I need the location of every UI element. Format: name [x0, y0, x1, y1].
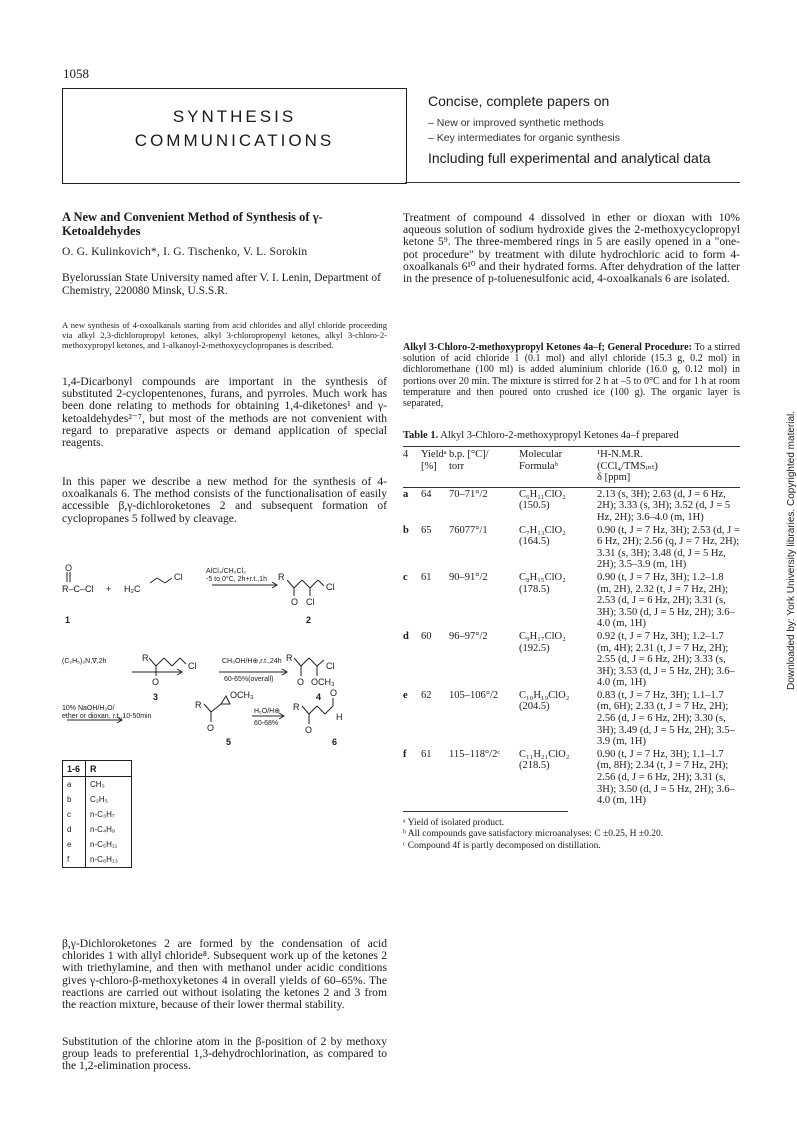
- scheme-cl: Cl: [326, 661, 335, 671]
- table-row: [403, 571, 740, 630]
- table-cell: 64: [421, 488, 432, 500]
- table-footnote: ᶜ Compound 4f is partly decomposed on distillation.: [403, 840, 601, 851]
- compound-number: 5: [226, 737, 232, 747]
- banner-item-text: New or improved synthetic methods: [436, 117, 604, 129]
- footnote-rule: [403, 811, 568, 812]
- scheme-cl: Cl: [174, 572, 183, 582]
- table-row: [63, 777, 132, 793]
- molecular-weight: (192.5): [519, 642, 550, 654]
- table-cell: 0.90 (t, J = 7 Hz, 3H); 2.53 (d, J = 6 Hz, 2H); 2.56 (q, J = 7 Hz, 2H); 3.31 (s, 3H); 3.48 (d, J = 5 Hz, 2H); 3.5–3.9 (m, 1H): [597, 524, 740, 571]
- scheme-o: O: [207, 723, 215, 733]
- scheme-reagent: AlCl₃/CH₂Cl₂: [206, 568, 246, 575]
- journal-name-line1: SYNTHESIS: [172, 107, 297, 126]
- molecular-weight: (164.5): [519, 536, 550, 548]
- article-authors: O. G. Kulinkovich*, I. G. Tischenko, V. L. Sorokin: [62, 246, 308, 258]
- table-cell: 115–118°/2ᶜ: [449, 748, 501, 760]
- scheme-och3: OCH₃: [230, 690, 254, 700]
- table-cell: 60: [421, 630, 432, 642]
- intro-paragraph-1: 1,4-Dicarbonyl compounds are important in the synthesis of substituted 2-cyclopentenones, furans, and pyrroles. Much work has been done relating to methods for obtaining 1,4-diketones¹ and γ-ketoaldehydes²⁻⁷, but most of the methods are not convenient with regard to preparative aspects or demand application of special reagents.: [62, 375, 387, 450]
- scheme-cl: Cl: [188, 661, 197, 671]
- table-cell: c: [63, 807, 86, 822]
- table-cell: [519, 630, 597, 689]
- table-cell: f: [63, 852, 86, 868]
- scheme-h: H: [336, 712, 343, 722]
- scheme-reagent: -5 to 0°C, 2h+r.t.,1h: [206, 576, 267, 583]
- table-cell: [519, 748, 597, 807]
- table-row: [403, 630, 740, 689]
- table-row: [63, 837, 132, 852]
- table-cell: 0.90 (t, J = 7 Hz, 3H); 1.1–1.7 (m, 8H); 2.34 (t, J = 7 Hz, 2H); 2.56 (d, J = 6 Hz, 2H); 3.31 (s, 3H); 3.50 (d, J = 5 Hz, 2H); 3.6–4.0 (m, 1H): [597, 748, 735, 807]
- sidebar-note: Downloaded by: York University libraries. Copyrighted material.: [786, 410, 797, 690]
- compound-number: 3: [153, 692, 159, 702]
- table-cell: a: [403, 488, 409, 500]
- table-header: Molecular Formulaᵇ: [519, 447, 597, 488]
- banner-title: Concise, complete papers on: [428, 93, 610, 109]
- scheme-o: O: [305, 725, 313, 735]
- scheme-r: R: [142, 653, 149, 663]
- scheme-och3: OCH₃: [311, 677, 335, 687]
- table-cell: 0.92 (t, J = 7 Hz, 3H); 1.2–1.7 (m, 4H); 2.31 (t, J = 7 Hz, 2H); 2.55 (d, J = 6 Hz, 2H); 3.33 (s, 3H); 3.53 (d, J = 5 Hz, 2H); 3.6–4.0 (m, 1H): [597, 630, 735, 689]
- table-cell: d: [403, 630, 409, 642]
- table-cell: n-C₄H₉: [90, 825, 116, 834]
- table-cell: n-C₃H₇: [90, 810, 115, 819]
- table-cell: [519, 689, 597, 748]
- header-rule: [405, 182, 740, 183]
- procedure-title: Alkyl 3-Chloro-2-methoxypropyl Ketones 4a–f; General Procedure:: [403, 342, 692, 353]
- formula: C₁₁H₂₁ClO₂: [519, 748, 570, 760]
- compound-number: 6: [332, 737, 338, 747]
- table-header: b.p. [°C]/ torr: [449, 447, 519, 488]
- table-row: [63, 807, 132, 822]
- table-cell: 96–97°/2: [449, 630, 488, 642]
- right-paragraph: Treatment of compound 4 dissolved in ether or dioxan with 10% aqueous solution of sodium hydroxide gives the 2-methoxycyclopropyl ketone 5⁹. The three-membered rings in 5 are easily opened in a "one-pot procedure" by treatment with dilute hydrochloric acid to form 4-oxoalkanals 6¹⁰ and their hydrated forms. After dehydration of the latter in the presence of p-toluenesulfonic acid, 4-oxoalkanals 6 are isolated.: [403, 211, 740, 286]
- table-cell: 2.13 (s, 3H); 2.63 (d, J = 6 Hz, 2H); 3.33 (s, 3H); 3.52 (d, J = 5 Hz, 2H); 3.6–4.0 (m, 1H): [597, 488, 731, 523]
- table-header: R: [86, 761, 132, 777]
- molecular-weight: (150.5): [519, 500, 550, 512]
- table-cell: 61: [421, 748, 432, 760]
- table-cell: 0.83 (t, J = 7 Hz, 3H); 1.1–1.7 (m, 6H); 2.33 (t, J = 7 Hz, 2H); 2.56 (d, J = 6 Hz, 2H); 3.30 (s, 3H); 3.49 (d, J = 5 Hz, 2H); 3.5–3.9 (m, 1H): [597, 689, 735, 748]
- banner-footer: Including full experimental and analytical data: [428, 150, 711, 166]
- table-cell: 61: [421, 571, 432, 583]
- intro-paragraph-2: In this paper we describe a new method for the synthesis of 4-oxoalkanals 6. The method consists of the functionalisation of easily accessible β,γ-dichloroketones 2 and subsequent formation of cyclopropanes 5 follwed by cleavage.: [62, 475, 387, 525]
- scheme-o: O: [152, 677, 160, 687]
- scheme-reagent: 60-65%(overall): [224, 676, 274, 683]
- table-header: ¹H-N.M.R. (CCl₄/TMSᵢₙₜ) δ [ppm]: [597, 447, 740, 488]
- table-row: [63, 792, 132, 807]
- compound-number: 4: [316, 692, 322, 702]
- table-cell: e: [63, 837, 86, 852]
- molecular-weight: (218.5): [519, 760, 550, 772]
- formula: C₁₀H₁₉ClO₂: [519, 689, 570, 701]
- table-cell: f: [403, 748, 407, 760]
- table-cell: 90–91°/2: [449, 571, 488, 583]
- journal-box: [62, 88, 407, 184]
- table-cell: CH₃: [90, 780, 105, 789]
- scheme-r: R: [278, 572, 285, 582]
- scheme-label-o: O: [65, 563, 73, 573]
- scheme-reagent: 60-68%: [254, 720, 279, 727]
- table-cell: c: [403, 571, 408, 583]
- table-row: [403, 524, 740, 571]
- scheme-r: R: [293, 702, 300, 712]
- scheme-reagent: (C₂H₅)₃N,∇,2h: [62, 658, 107, 665]
- table-row: [63, 822, 132, 837]
- table-header: Yieldᵃ [%]: [421, 447, 449, 488]
- table-cell: 0.90 (t, J = 7 Hz, 3H); 1.2–1.8 (m, 2H), 2.32 (t, J = 7 Hz, 2H); 2.53 (d, J = 6 Hz, 2H); 3.31 (s, 3H); 3.50 (d, J = 5 Hz, 2H); 3.6–4.0 (m, 1H): [597, 571, 735, 630]
- body-paragraph-2: Substitution of the chlorine atom in the β-position of 2 by methoxy group leads to preferential 1,3-dehydrochlorination, as compared to the 1,2-elimination process.: [62, 1035, 387, 1073]
- table-caption: [403, 430, 679, 441]
- body-paragraph-1: β,γ-Dichloroketones 2 are formed by the condensation of acid chlorides 1 with allyl chloride⁸. Subsequent work up of the ketones 2 with triethylamine, and then with methanol under acidic conditions gives γ-chloro-β-methoxyketones 4 in overall yields of 60–65%. The reactions are carried out without isolating the ketones 2 and 3 from the reaction mixture, because of their lower thermal stability.: [62, 937, 387, 1012]
- scheme-reagent: ether or dioxan, r.t.,10-50min: [62, 713, 152, 720]
- journal-name-line2: COMMUNICATIONS: [134, 131, 335, 150]
- table-cell: b: [403, 524, 409, 536]
- table-cell: 62: [421, 689, 432, 701]
- table-header: 4: [403, 447, 421, 488]
- scheme-allyl: H₂C: [124, 584, 141, 594]
- table-caption-text: Alkyl 3-Chloro-2-methoxypropyl Ketones 4a–f prepared: [440, 430, 679, 441]
- formula: C₉H₁₇ClO₂: [519, 630, 566, 642]
- reaction-scheme: [62, 563, 392, 748]
- table-footnote: ᵇ All compounds gave satisfactory microanalyses: C ±0.25, H ±0.20.: [403, 829, 664, 840]
- procedure: [403, 342, 740, 409]
- scheme-acyl: R–C–Cl: [62, 584, 94, 594]
- compound-number: 2: [306, 615, 312, 625]
- scheme-o: O: [291, 597, 299, 607]
- procedure-text: To a stirred solution of acid chloride 1 (0.1 mol) and allyl chloride (15.3 g, 0.2 mol) in dichloromethane (100 ml) is added aluminium chloride (16.0 g, 0.12 mol) in portions over 20 min. The mixture is stirred for 2 h at –5 to 0°C and for 1 h at room temperature and then poured onto crushed ice (100 g). The organic layer is separated,: [403, 342, 740, 410]
- table-caption-label: Table 1.: [403, 430, 439, 441]
- scheme-reagent: 10% NaOH/H₂O/: [62, 705, 115, 712]
- table-row: [63, 852, 132, 868]
- table-cell: [519, 487, 597, 523]
- substituent-table: [62, 760, 132, 868]
- table-cell: 65: [421, 524, 432, 536]
- banner-item: – New or improved synthetic methods: [428, 117, 604, 129]
- table-cell: b: [63, 792, 86, 807]
- banner-item: – Key intermediates for organic synthesis: [428, 132, 621, 144]
- table-cell: n-C₅H₁₁: [90, 840, 118, 849]
- table-cell: [519, 571, 597, 630]
- table-cell: 76077°/1: [449, 524, 488, 536]
- scheme-cl: Cl: [326, 582, 335, 592]
- molecular-weight: (178.5): [519, 583, 550, 595]
- scheme-o: O: [330, 688, 338, 698]
- table-cell: [519, 524, 597, 571]
- data-table: [403, 446, 740, 852]
- table-cell: C₂H₅: [90, 795, 108, 804]
- scheme-plus: +: [106, 584, 112, 594]
- formula: C₈H₁₅ClO₂: [519, 571, 566, 583]
- table-cell: a: [63, 777, 86, 793]
- article-title: A New and Convenient Method of Synthesis of γ-Ketoaldehydes: [62, 210, 323, 238]
- scheme-reagent: CH₃OH/H⊕,r.t.,24h: [222, 658, 282, 665]
- table-header: 1-6: [63, 761, 86, 777]
- scheme-reagent: H₂O/H⊕: [254, 708, 281, 715]
- scheme-cl: Cl: [306, 597, 315, 607]
- table-cell: n-C₆H₁₃: [90, 855, 118, 864]
- scheme-r: R: [286, 653, 293, 663]
- molecular-weight: (204.5): [519, 701, 550, 713]
- page-number: 1058: [63, 66, 89, 81]
- table-cell: e: [403, 689, 408, 701]
- table-row: [403, 748, 740, 807]
- table-cell: d: [63, 822, 86, 837]
- table-cell: 70–71°/2: [449, 488, 488, 500]
- formula: C₇H₁₃ClO₂: [519, 524, 566, 536]
- article-abstract: A new synthesis of 4-oxoalkanals starting from acid chlorides and allyl chloride proceeding via alkyl 2,3-dichloropropyl ketones, alkyl 3-chloropropenyl ketones, alkyl 3-chloro-2-methoxypropyl ketones, and 1-alkanoyl-2-methoxycyclopropanes is described.: [62, 320, 387, 350]
- scheme-o: O: [297, 677, 305, 687]
- formula: C₆H₁₁ClO₂: [519, 488, 566, 500]
- scheme-r: R: [195, 700, 202, 710]
- table-cell: 105–106°/2: [449, 689, 499, 701]
- article-affiliation: Byelorussian State University named after V. I. Lenin, Department of Chemistry, 220080 Minsk, U.S.S.R.: [62, 272, 381, 297]
- banner-item-text: Key intermediates for organic synthesis: [436, 132, 621, 144]
- table-row: [403, 487, 740, 523]
- table-row: [403, 689, 740, 748]
- compound-number: 1: [65, 615, 71, 625]
- table-footnote: ᵃ Yield of isolated product.: [403, 817, 505, 828]
